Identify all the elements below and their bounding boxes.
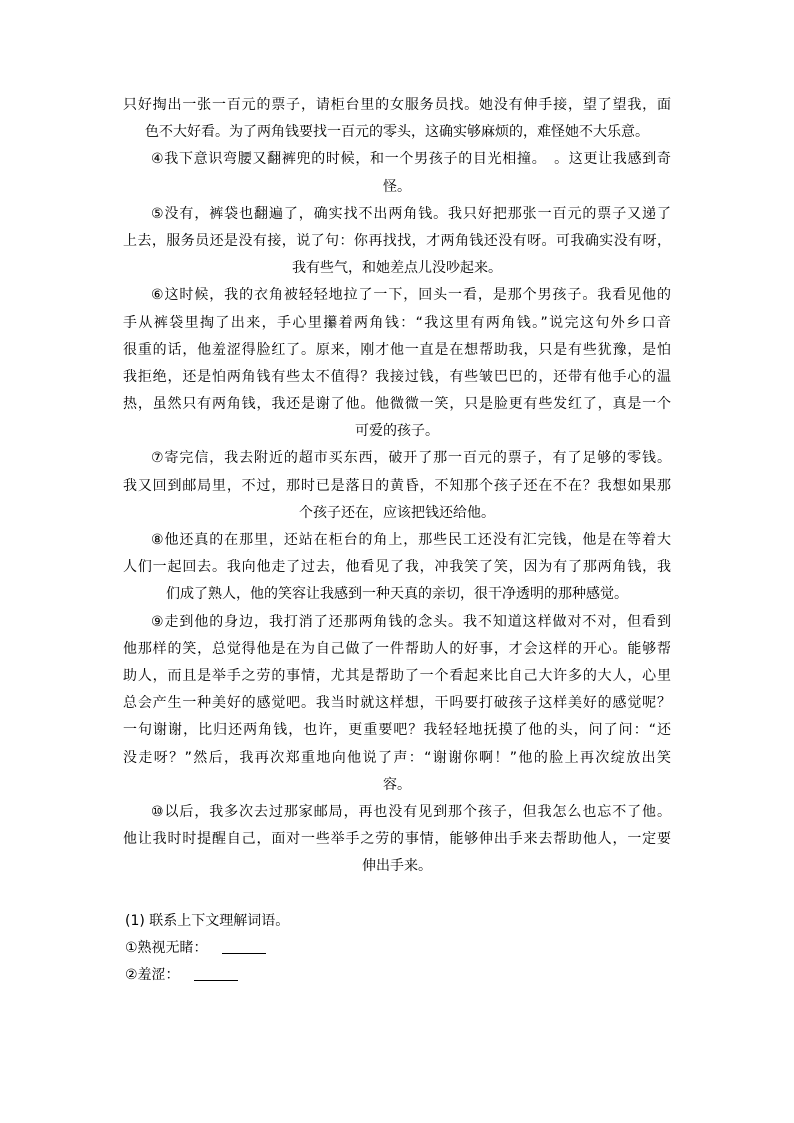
question-item-1 (123, 935, 671, 962)
paragraph-line: 可爱的孩子。 (355, 423, 439, 440)
paragraph (123, 609, 671, 799)
paragraph-line: 手从裤袋里掏了出来，手心里攥着两角钱：“我这里有两角钱。”说完这句外乡口音 (123, 314, 671, 331)
document-body (123, 92, 671, 990)
paragraph-line: 助人，而且是举手之劳的事情，尤其是帮助了一个看起来比自己大许多的大人，心里 (123, 667, 671, 684)
paragraph (123, 146, 671, 200)
paragraph-line: 很重的话，他羞涩得脸红了。原来，刚才他一直是在想帮助我，只是有些犹豫，是怕 (123, 341, 671, 358)
paragraph (123, 527, 671, 609)
question-item-label: ②羞涩： (125, 967, 180, 984)
paragraph-line: 总会产生一种美好的感觉吧。我当时就这样想，干吗要打破孩子这样美好的感觉呢？ (123, 695, 671, 712)
paragraph-line: 只好掏出一张一百元的票子，请柜台里的女服务员找。她没有伸手接，望了望我，面 (123, 97, 671, 113)
paragraph (123, 201, 671, 283)
paragraph (123, 445, 671, 527)
question-section (123, 908, 671, 990)
answer-blank[interactable] (194, 966, 238, 981)
paragraph-line: 我又回到邮局里，不过，那时已是落日的黄昏，不知那个孩子还在不在？我想如果那 (123, 477, 671, 494)
paragraph-line: 上去，服务员还是没有接，说了句：你再找找，才两角钱还没有呀。可我确实没有呀， (123, 232, 671, 249)
paragraph-line: 没走呀？”然后，我再次郑重地向他说了声：“谢谢你啊！”他的脸上再次绽放出笑 (123, 749, 671, 766)
paragraph (123, 799, 671, 881)
paragraph-line: 色不大好看。为了两角钱要找一百元的零头，这确实够麻烦的，难怪她不大乐意。 (145, 124, 649, 141)
paragraph-line: 一句谢谢，比归还两角钱，也许，更重要吧？我轻轻地抚摸了他的头，问了问：“还 (123, 722, 671, 739)
paragraph-line: 容。 (383, 776, 411, 793)
paragraph-line: 我有些气，和她差点儿没吵起来。 (292, 260, 502, 277)
question-item-label: ①熟视无睹： (125, 940, 208, 957)
question-item-2 (123, 962, 671, 989)
paragraph-line: 们成了熟人，他的笑容让我感到一种天真的亲切，很干净透明的那种感觉。 (166, 586, 628, 603)
paragraph-line: 人们一起回去。我向他走了过去，他看见了我，冲我笑了笑，因为有了那两角钱，我 (123, 559, 671, 576)
answer-blank[interactable] (222, 939, 266, 954)
paragraph (123, 282, 671, 445)
paragraph-line: ⑤没有，裤袋也翻遍了，确实找不出两角钱。我只好把那张一百元的票子又递了 (151, 205, 671, 222)
spacer (123, 880, 671, 907)
paragraph (123, 92, 671, 146)
passage (123, 92, 671, 880)
paragraph-line: 个孩子还在，应该把钱还给他。 (299, 504, 495, 521)
paragraph-line: 伸出手来。 (362, 858, 432, 875)
paragraph-line: 热，虽然只有两角钱，我还是谢了他。他微微一笑，只是脸更有些发红了，真是一个 (123, 396, 671, 413)
paragraph-line: ⑧他还真的在那里，还站在柜台的角上，那些民工还没有汇完钱，他是在等着大 (151, 532, 671, 548)
paragraph-line: ⑩以后，我多次去过那家邮局，再也没有见到那个孩子，但我怎么也忘不了他。 (151, 803, 671, 820)
paragraph-line: 他让我时时提醒自己，面对一些举手之劳的事情，能够伸出手来去帮助他人，一定要 (123, 831, 671, 848)
paragraph-line: 他那样的笑，总觉得他是在为自己做了一件帮助人的好事，才会这样的开心。能够帮 (123, 640, 671, 657)
paragraph-line: ⑥这时候，我的衣角被轻轻地拉了一下，回头一看，是那个男孩子。我看见他的 (151, 287, 671, 304)
paragraph-line: ⑨走到他的身边，我打消了还那两角钱的念头。我不知道这样做对不对，但看到 (151, 613, 671, 630)
question-title: (1) 联系上下文理解词语。 (125, 912, 290, 929)
paragraph-line: 怪。 (383, 178, 411, 195)
paragraph-line: ④我下意识弯腰又翻裤兜的时候，和一个男孩子的目光相撞。 。这更让我感到奇 (151, 151, 671, 168)
paragraph-line: ⑦寄完信，我去附近的超市买东西，破开了那一百元的票子，有了足够的零钱。 (151, 450, 671, 467)
paragraph-line: 我拒绝，还是怕两角钱有些太不值得？我接过钱，有些皱巴巴的，还带有他手心的温 (123, 368, 671, 385)
